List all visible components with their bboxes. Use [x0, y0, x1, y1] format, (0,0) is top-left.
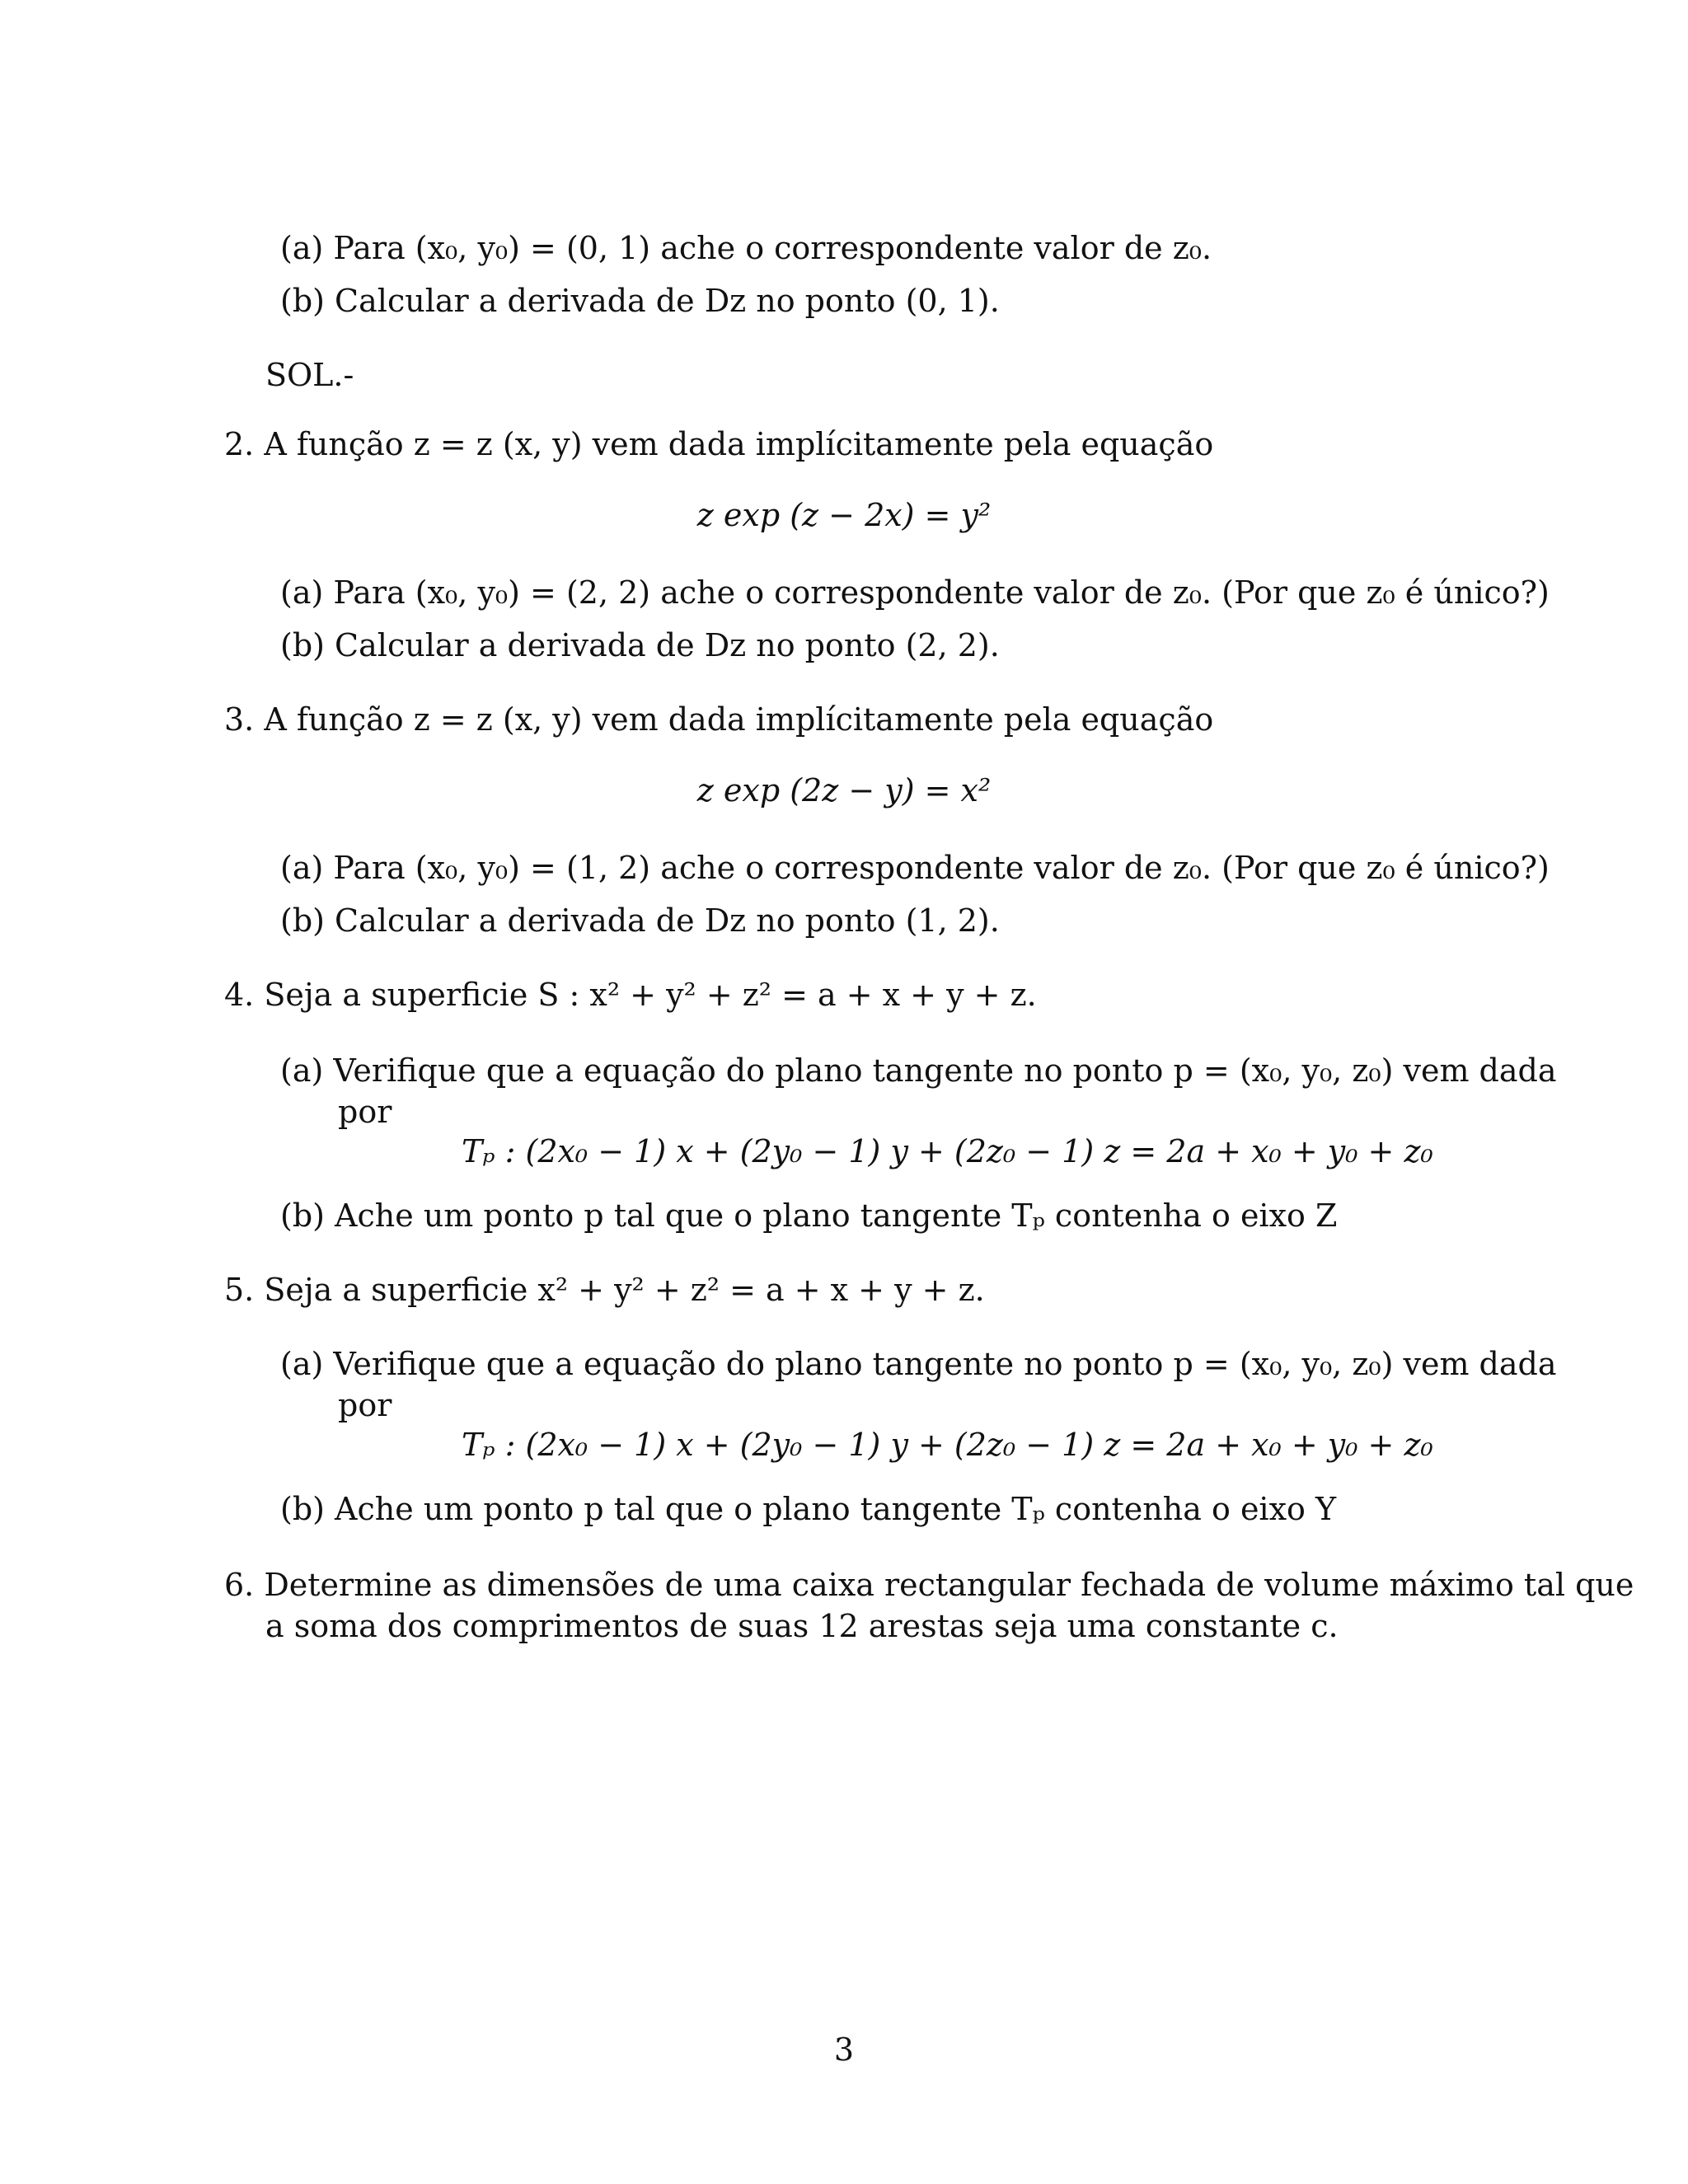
item-3a-text: (a) Para (x₀, y₀) = (1, 2) ache o correspondente valor de z₀. (Por que z₀ é único?): [280, 850, 1550, 886]
problem-3-statement: 3. A função z = z (x, y) vem dada implícitamente pela equação: [224, 701, 1214, 738]
item-4a-text: (a) Verifique que a equação do plano tangente no ponto p = (x₀, y₀, z₀) vem dada: [280, 1052, 1557, 1089]
item-4a-continuation: por: [338, 1094, 392, 1130]
solution-label: SOL.-: [265, 357, 354, 393]
problem-4-tangent-plane-equation: Tₚ : (2x₀ − 1) x + (2y₀ − 1) y + (2z₀ − 1) z = 2a + x₀ + y₀ + z₀: [462, 1133, 1433, 1169]
problem-6-continuation: a soma dos comprimentos de suas 12 arestas seja uma constante c.: [265, 1608, 1339, 1644]
item-4b-text: (b) Ache um ponto p tal que o plano tangente Tₚ contenha o eixo Z: [280, 1197, 1338, 1234]
problem-4-statement: 4. Seja a superficie S : x² + y² + z² = a + x + y + z.: [224, 977, 1037, 1013]
problem-3-equation: z exp (2z − y) = x²: [696, 772, 992, 808]
problem-5-tangent-plane-equation: Tₚ : (2x₀ − 1) x + (2y₀ − 1) y + (2z₀ − 1) z = 2a + x₀ + y₀ + z₀: [462, 1427, 1433, 1463]
item-1b-text: (b) Calcular a derivada de Dz no ponto (0, 1).: [280, 283, 1000, 319]
problem-5-statement: 5. Seja a superficie x² + y² + z² = a + x + y + z.: [224, 1272, 985, 1308]
item-5a-text: (a) Verifique que a equação do plano tangente no ponto p = (x₀, y₀, z₀) vem dada: [280, 1346, 1557, 1382]
item-5b-text: (b) Ache um ponto p tal que o plano tangente Tₚ contenha o eixo Y: [280, 1491, 1337, 1527]
problem-6-statement: 6. Determine as dimensões de uma caixa rectangular fechada de volume máximo tal que: [224, 1567, 1634, 1603]
item-1a-text: (a) Para (x₀, y₀) = (0, 1) ache o correspondente valor de z₀.: [280, 230, 1212, 266]
item-5a-continuation: por: [338, 1387, 392, 1423]
page-number: 3: [833, 2032, 855, 2068]
item-3b-text: (b) Calcular a derivada de Dz no ponto (1, 2).: [280, 902, 1000, 939]
problem-2-statement: 2. A função z = z (x, y) vem dada implícitamente pela equação: [224, 426, 1214, 462]
item-2b-text: (b) Calcular a derivada de Dz no ponto (2, 2).: [280, 627, 1000, 663]
item-2a-text: (a) Para (x₀, y₀) = (2, 2) ache o correspondente valor de z₀. (Por que z₀ é único?): [280, 574, 1550, 611]
problem-2-equation: z exp (z − 2x) = y²: [696, 497, 992, 533]
